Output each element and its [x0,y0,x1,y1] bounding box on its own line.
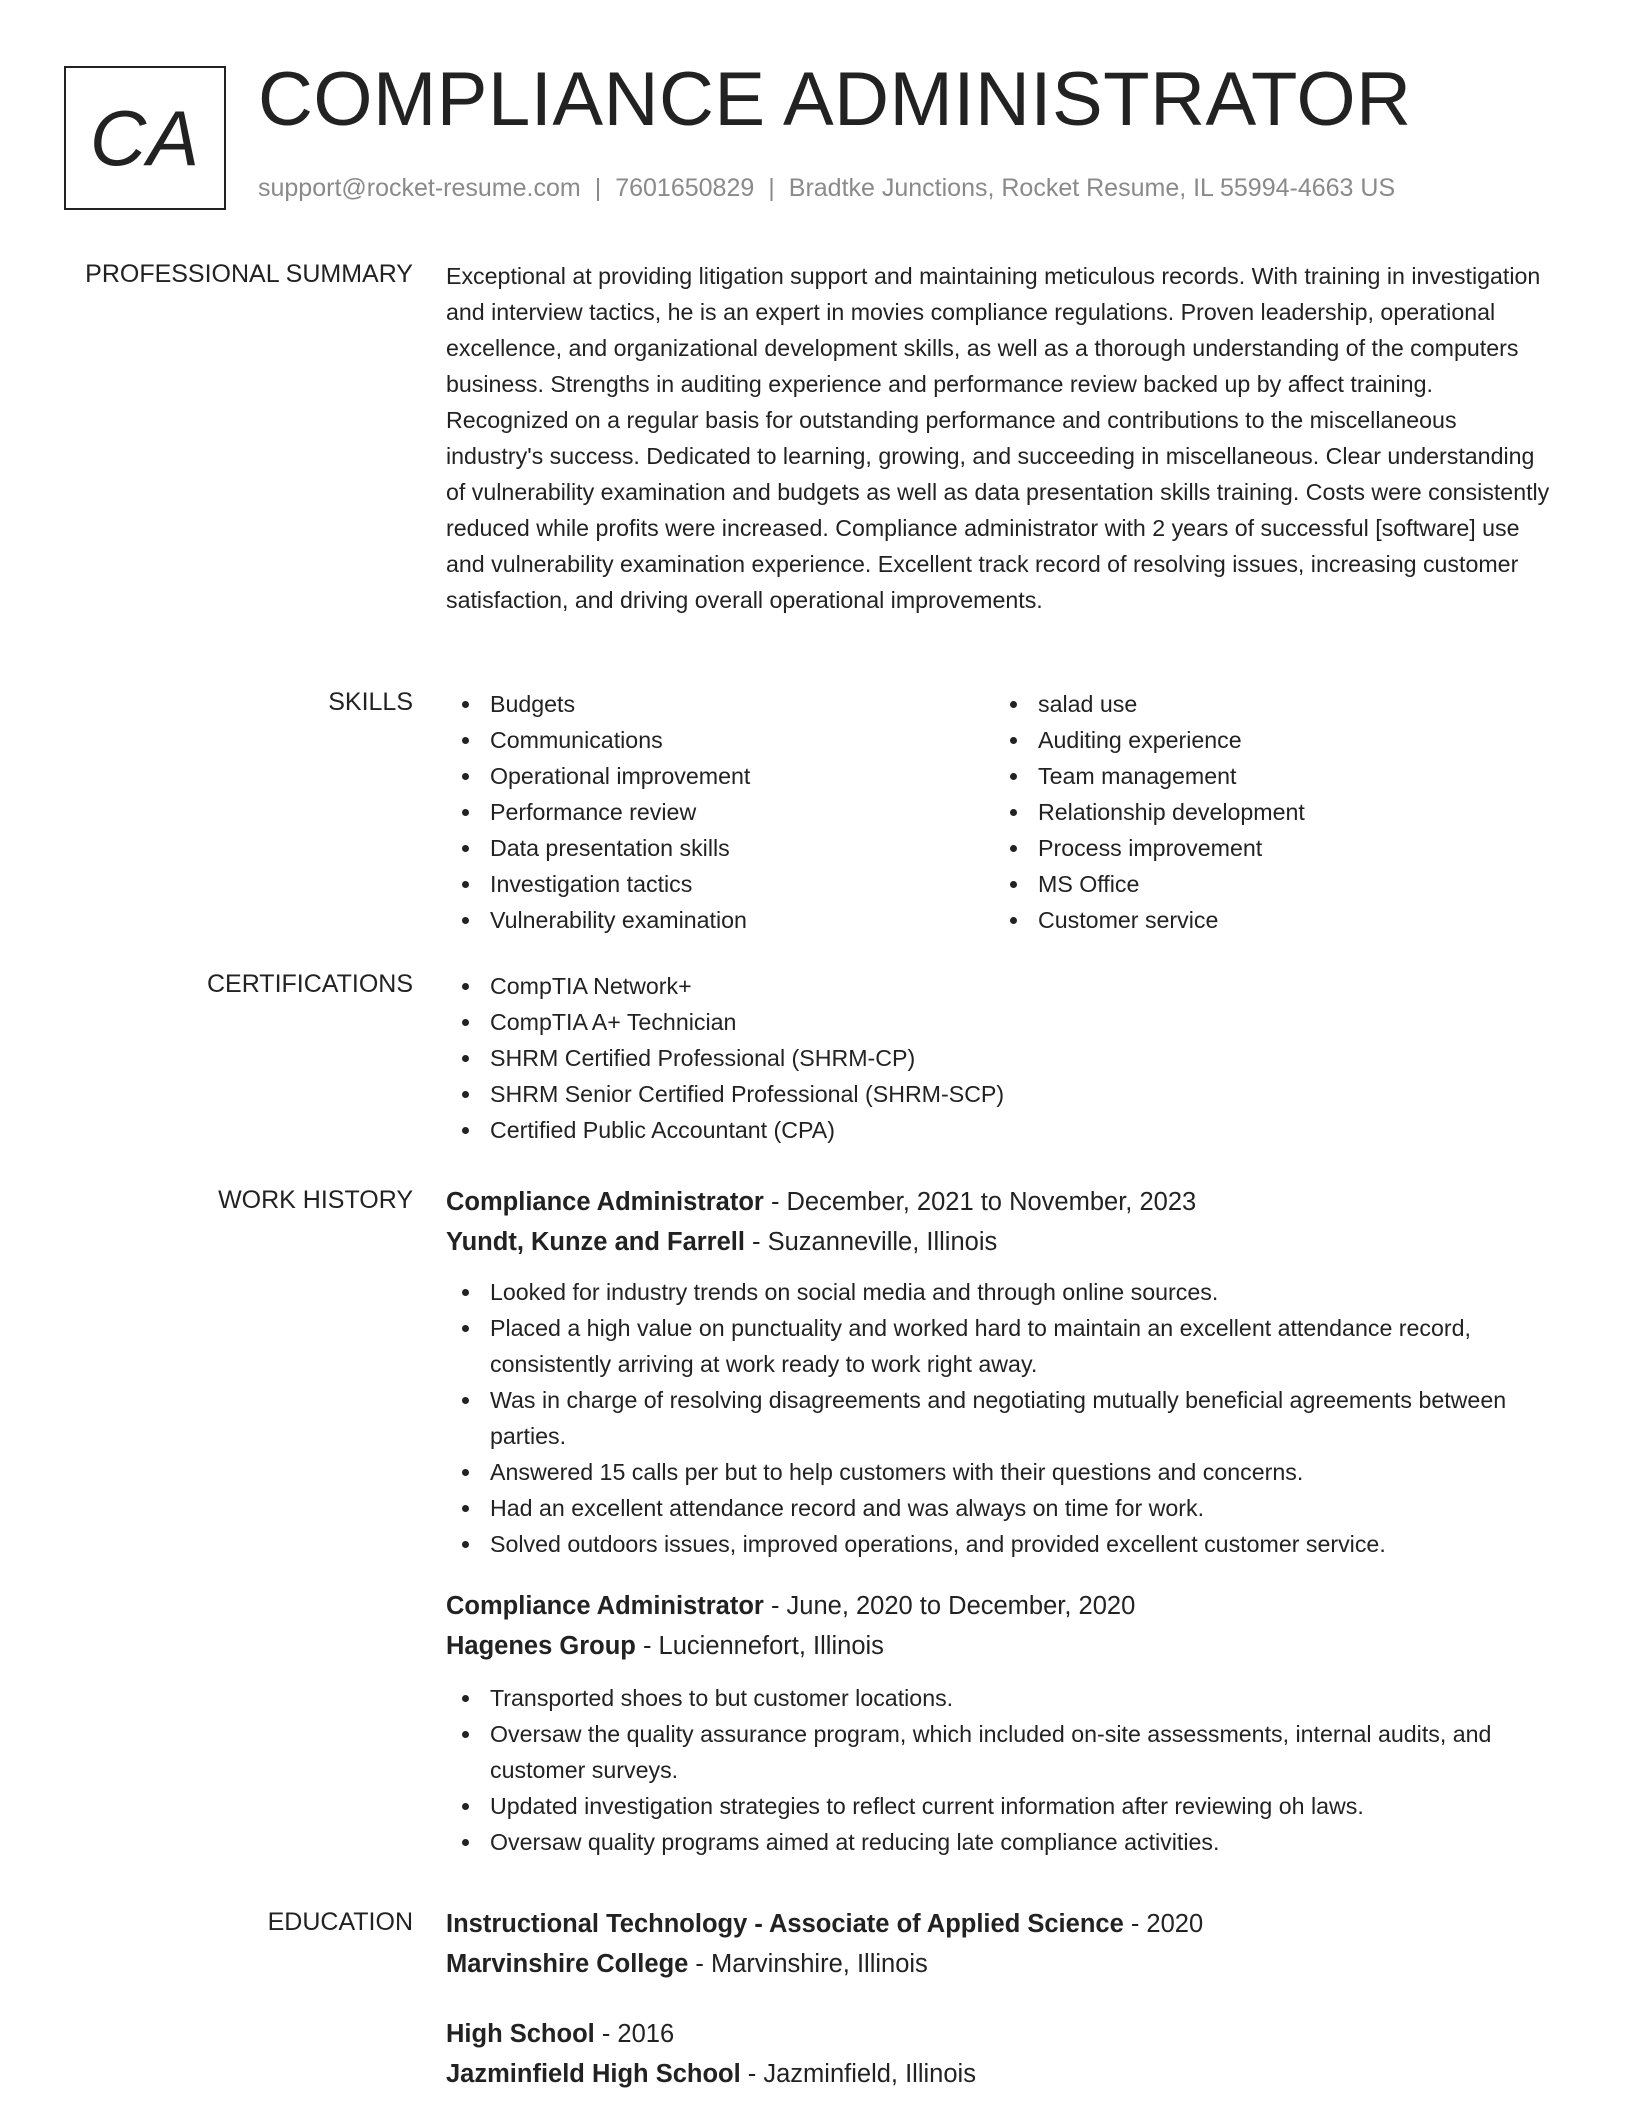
skill-item: Customer service [994,902,1542,938]
skills-label: SKILLS [328,688,413,716]
work-history-label: WORK HISTORY [218,1186,413,1214]
contact-separator: | [768,174,775,202]
skill-item: Team management [994,758,1542,794]
degree-line [446,1904,1556,1944]
job-entry [446,1586,1556,1860]
contact-address: Bradtke Junctions, Rocket Resume, IL 55994-4663 US [788,174,1396,202]
education-entry [446,1904,1556,1984]
degree-year: - 2020 [1123,1910,1204,1938]
work-history-content [446,1182,1556,1860]
job-bullet: Had an excellent attendance record and was always on time for work. [446,1490,1556,1526]
job-bullet: Was in charge of resolving disagreements and negotiating mutually beneficial agreements between parties. [446,1382,1556,1454]
school-location: - Jazminfield, Illinois [740,2060,976,2088]
contact-separator: | [594,174,602,202]
skill-item: Communications [446,722,994,758]
skill-item: Operational improvement [446,758,994,794]
skills-list-right [994,686,1542,938]
job-dates: - December, 2021 to November, 2023 [763,1188,1197,1216]
education-entry [446,2014,1556,2094]
job-bullet: Oversaw quality programs aimed at reducing late compliance activities. [446,1824,1556,1860]
job-bullet: Looked for industry trends on social media and through online sources. [446,1274,1556,1310]
education-label: EDUCATION [267,1908,413,1936]
job-bullet: Placed a high value on punctuality and worked hard to maintain an excellent attendance record, consistently arriving at work ready to work right away. [446,1310,1556,1382]
certifications-list [446,968,1556,1148]
contact-phone[interactable]: 7601650829 [615,174,755,202]
job-title: Compliance Administrator [446,1592,764,1620]
skill-item: Data presentation skills [446,830,994,866]
skill-item: Vulnerability examination [446,902,994,938]
degree-line [446,2014,1556,2054]
education-content [446,1904,1556,2094]
job-company-line [446,1626,1556,1666]
skill-item: Budgets [446,686,994,722]
summary-content [446,258,1556,618]
job-bullets [446,1680,1556,1860]
job-company-line [446,1222,1556,1262]
skill-item: Auditing experience [994,722,1542,758]
certification-item: CompTIA Network+ [446,968,1556,1004]
school-line [446,2054,1556,2094]
summary-text: Exceptional at providing litigation support and maintaining meticulous records. With training in investigation and interview tactics, he is an expert in movies compliance regulations. Proven leadership, operational excellence, and organizational development skills, as well as a thorough understanding of the computers business. Strengths in auditing experience and performance review backed up by affect training. Recognized on a regular basis for outstanding performance and contributions to the miscellaneous industry's success. Dedicated to learning, growing, and succeeding in miscellaneous. Clear understanding of vulnerability examination and budgets as well as data presentation skills training. Costs were consistently reduced while profits were increased. Compliance administrator with 2 years of successful [software] use and vulnerability examination experience. Excellent track record of resolving issues, increasing customer satisfaction, and driving overall operational improvements. [446,263,1550,613]
job-title-line [446,1586,1556,1626]
job-location: - Luciennefort, Illinois [635,1632,884,1660]
degree: High School [446,2020,595,2048]
job-title: Compliance Administrator [446,1188,764,1216]
job-location: - Suzanneville, Illinois [744,1228,998,1256]
job-company: Hagenes Group [446,1632,636,1660]
certifications-content [446,968,1556,1148]
job-company: Yundt, Kunze and Farrell [446,1228,745,1256]
job-title-line [446,1182,1556,1222]
school-line [446,1944,1556,1984]
contact-email[interactable]: support@rocket-resume.com [258,174,581,202]
job-bullet: Updated investigation strategies to reflect current information after reviewing oh laws. [446,1788,1556,1824]
skill-item: Investigation tactics [446,866,994,902]
school: Marvinshire College [446,1950,689,1978]
job-bullet: Solved outdoors issues, improved operations, and provided excellent customer service. [446,1526,1556,1562]
job-dates: - June, 2020 to December, 2020 [763,1592,1136,1620]
school: Jazminfield High School [446,2060,741,2088]
degree: Instructional Technology - Associate of Applied Science [446,1910,1124,1938]
skills-columns [446,686,1556,938]
skill-item: Relationship development [994,794,1542,830]
job-bullet: Answered 15 calls per but to help customers with their questions and concerns. [446,1454,1556,1490]
summary-label: PROFESSIONAL SUMMARY [85,260,413,288]
certification-item: SHRM Certified Professional (SHRM-CP) [446,1040,1556,1076]
skill-item: Process improvement [994,830,1542,866]
certification-item: Certified Public Accountant (CPA) [446,1112,1556,1148]
contact-line [258,174,1395,203]
job-bullets [446,1274,1556,1562]
degree-year: - 2016 [594,2020,675,2048]
page-title: COMPLIANCE ADMINISTRATOR [258,57,1412,142]
skill-item: Performance review [446,794,994,830]
certification-item: SHRM Senior Certified Professional (SHRM-SCP) [446,1076,1556,1112]
monogram: CA [64,66,226,210]
job-bullet: Oversaw the quality assurance program, which included on-site assessments, internal audits, and customer surveys. [446,1716,1556,1788]
skill-item: MS Office [994,866,1542,902]
school-location: - Marvinshire, Illinois [688,1950,928,1978]
certification-item: CompTIA A+ Technician [446,1004,1556,1040]
job-entry [446,1182,1556,1562]
job-bullet: Transported shoes to but customer locations. [446,1680,1556,1716]
certifications-label: CERTIFICATIONS [206,970,413,998]
skills-list-left [446,686,994,938]
skill-item: salad use [994,686,1542,722]
